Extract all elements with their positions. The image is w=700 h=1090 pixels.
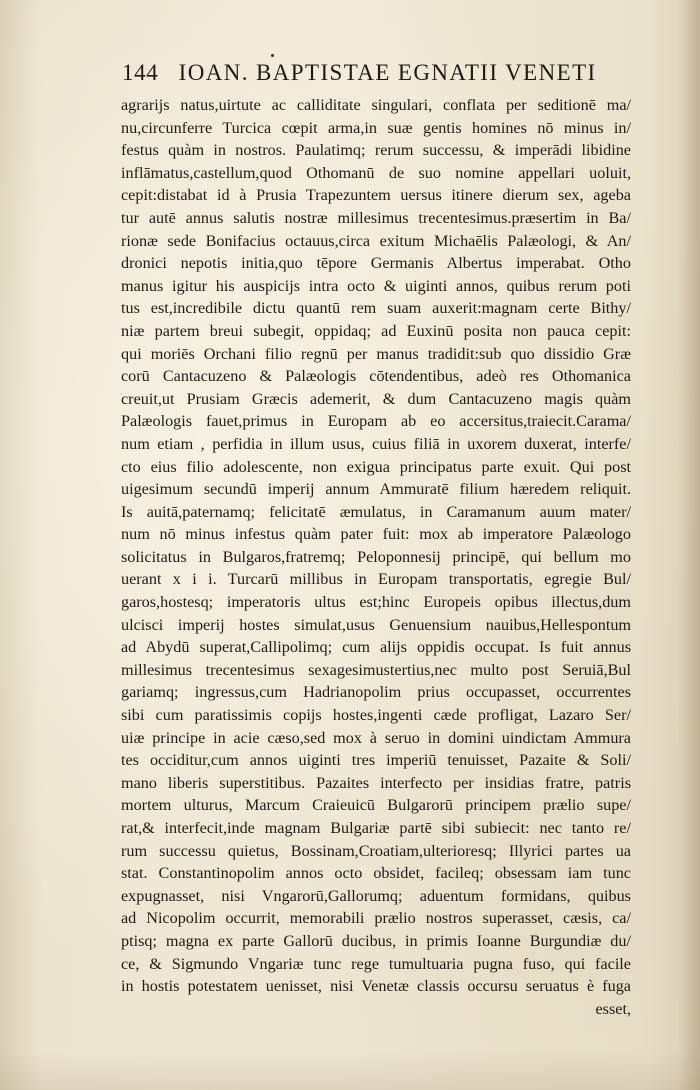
text-line: Palæologis fauet,primus in Europam ab eo accersitus,traiecit.Carama/ — [121, 412, 631, 431]
ink-mark — [271, 54, 274, 57]
text-line: uerant x i i. Turcarū millibus in Europam transportatis, egregie Bul/ — [121, 570, 631, 589]
text-line: tus est,incredibile dictu quantū rem suam auxerit:magnam certe Bithy/ — [121, 299, 631, 318]
page-number: 144 — [122, 60, 159, 85]
body-text — [121, 94, 631, 1020]
text-line: solicitatus in Bulgaros,fratremq; Peloponnesij principē, qui bellum mo — [121, 547, 631, 566]
text-line: ulcisci imperij hostes simulat,usus Genuensium nauibus,Hellespontum — [121, 615, 631, 634]
text-line: niæ partem breui subegit, oppidaq; ad Euxinū posita non pauca cepit: — [121, 321, 631, 340]
text-line: agrarijs natus,uirtute ac calliditate singulari, conflata per seditionē ma/ — [121, 96, 631, 114]
text-line: num etiam , perfidia in illum usus, cuius filiā in uxorem duxerat, interfe/ — [121, 434, 631, 453]
text-line: tes occiditur,cum annos uiginti tres imperiū tenuisset, Pazaite & Soli/ — [121, 751, 631, 770]
text-line: ad Nicopolim occurrit, memorabili prælio nostros superasset, cæsis, ca/ — [121, 909, 631, 928]
spine-shadow — [678, 0, 700, 1090]
text-line: esset, — [595, 999, 631, 1018]
text-line: rat,& interfecit,inde magnam Bulgariæ partē sibi subiecit: nec tanto re/ — [121, 819, 631, 837]
text-line: qui moriēs Orchani filio regnū per manus tradidit:sub quo dissidio Græ — [121, 344, 631, 363]
running-title: IOAN. BAPTISTAE EGNATII VENETI — [178, 60, 597, 85]
text-line: ce, & Sigmundo Vngariæ tunc rege tumultuaria pugna fuso, qui facile — [121, 954, 631, 973]
running-head — [122, 60, 622, 90]
text-line: tur autē annus salutis nostræ millesimus trecentesimus.præsertim in Ba/ — [121, 208, 631, 227]
page-bottom-shadow — [0, 1050, 700, 1090]
text-line: cepit:distabat id à Prusia Trapezuntem uersus itinere dierum sex, ageba — [121, 186, 631, 205]
text-line: ptisq; magna ex parte Gallorū ducibus, in primis Ioanne Burgundiæ du/ — [121, 931, 631, 950]
text-line: festus quàm in nostros. Paulatimq; rerum successu, & imperādi libidine — [121, 141, 631, 160]
text-line: sibi cum paratissimis copijs hostes,ingenti cæde profligat, Lazaro Ser/ — [121, 706, 631, 725]
text-line: mano liberis superstitibus. Pazaites interfecto per insidias fratre, patris — [121, 773, 631, 792]
text-line: manus igitur his auspicijs intra octo & uiginti annos, quibus rerum poti — [121, 276, 631, 295]
text-line: garos,hostesq; imperatoris ultus est;hinc Europeis opibus illectus,dum — [121, 593, 631, 612]
text-line: stat. Constantinopolim annos octo obsidet, facileq; obsessam iam tunc — [121, 864, 631, 883]
text-line: inflāmatus,castellum,quod Othomanū de suo nomine appellari uoluit, — [121, 163, 631, 182]
text-line: in hostis potestatem uenisset, nisi Venetæ classis occursu seruatus è fuga — [121, 977, 631, 996]
text-line: ad Abydū superat,Callipolimq; cum alijs oppidis occupat. Is fuit annus — [121, 638, 631, 657]
text-line: mortem ulturus, Marcum Craieuicū Bulgarorū principem prælio supe/ — [121, 796, 631, 815]
text-line: corū Cantacuzeno & Palæologis cōtendentibus, adeò res Othomanica — [121, 367, 631, 386]
text-line: nu,circunferre Turcica cœpit arma,in suæ gentis homines nō minus in/ — [121, 118, 631, 137]
text-line: creuit,ut Prusiam Græcis ademerit, & dum Cantacuzeno magis quàm — [121, 389, 631, 408]
text-line: num nō minus infestus quàm pater fuit: mox ab imperatore Palæologo — [121, 525, 631, 544]
text-line: millesimus trecentesimus sexagesimustertius,nec multo post Seruiā,Bul — [121, 660, 631, 679]
text-line: rionæ sede Bonifacius octauus,circa exitum Michaēlis Palæologi, & An/ — [121, 231, 631, 250]
text-line: cto eius filio adolescente, non exigua principatus parte exuit. Qui post — [121, 457, 631, 476]
text-line: expugnasset, nisi Vngarorū,Gallorumq; aduentum formidans, quibus — [121, 886, 631, 905]
text-line: rum successu quietus, Bossinam,Croatiam,ulterioresq; Illyrici partes ua — [121, 841, 631, 860]
text-line: uiæ principe in acie cæso,sed mox à seruo in domini uindictam Ammura — [121, 728, 631, 747]
text-line: dronici nepotis initia,quo tēpore Germanis Albertus imperabat. Otho — [121, 254, 631, 273]
text-line: uigesimum secundū imperij annum Ammuratē filium hæredem reliquit. — [121, 480, 631, 499]
text-line: gariamq; ingressus,cum Hadrianopolim prius occupasset, occurrentes — [121, 683, 631, 702]
text-line: Is auitā,paternamq; felicitatē æmulatus, in Caramanum auum mater/ — [121, 502, 631, 521]
